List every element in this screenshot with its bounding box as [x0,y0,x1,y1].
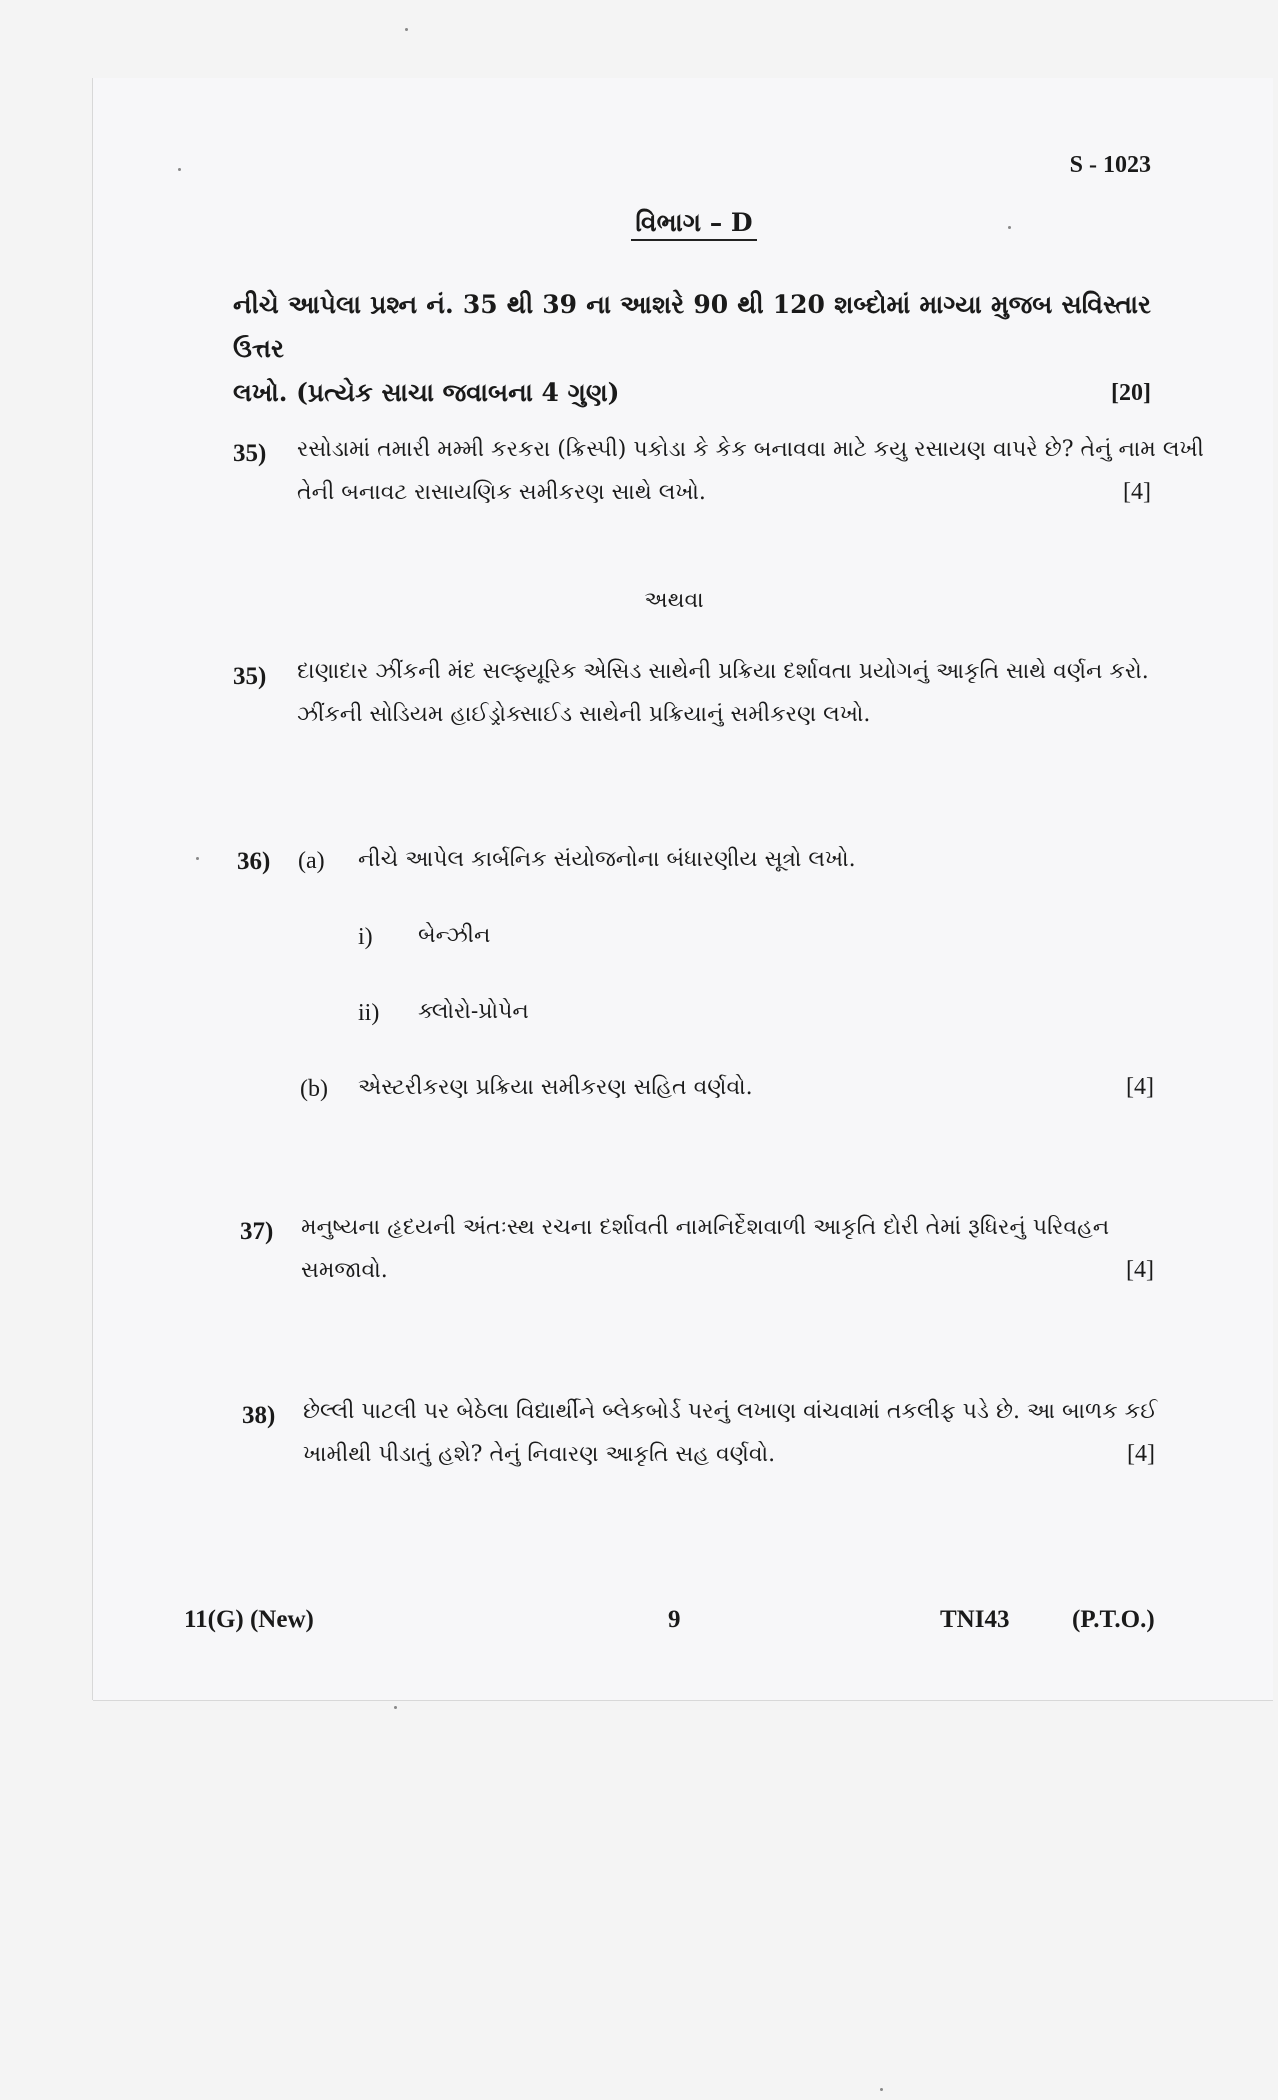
scan-speck [178,168,181,171]
instructions-line-2 [233,371,1151,415]
instructions-marks: [20] [1111,380,1151,406]
question-line-2: ઝીંકની સોડિયમ હાઈડ્રોક્સાઈડ સાથેની પ્રક્રિયાનું સમીકરણ લખો. [297,702,871,727]
question-number: 35) [233,663,267,690]
question-line-2-text: ખામીથી પીડાતું હશે? તેનું નિવારણ આકૃતિ સહ વર્ણવો. [303,1442,776,1467]
question-marks: [4] [1127,1441,1155,1467]
question-marks: [4] [1123,479,1151,505]
question-number: 38) [242,1402,276,1429]
item-label: i) [358,924,373,950]
question-line-2 [297,471,1151,514]
item-text: બેન્ઝીન [418,923,491,948]
scan-speck [405,28,408,31]
question-line-2-text: તેની બનાવટ રાસાયણિક સમીકરણ સાથે લખો. [297,480,706,505]
question-line-1: મનુષ્યના હૃદયની અંતઃસ્થ રચના દર્શાવતી નામનિર્દેશવાળી આકૃતિ દોરી તેમાં રૂધિરનું પરિવહન [301,1215,1110,1240]
instructions-line-1: નીચે આપેલા પ્રશ્ન નં. 35 થી 39 ના આશરે 90 થી 120 શબ્દોમાં માગ્યા મુજબ સવિસ્તાર ઉત્તર [233,290,1151,363]
section-title-text: વિભાગ – D [631,208,756,241]
scan-speck [1008,226,1011,229]
part-label: (b) [300,1076,328,1102]
item-label: ii) [358,1000,380,1026]
scan-speck [880,2088,883,2091]
footer-pto: (P.T.O.) [1072,1606,1155,1633]
question-marks: [4] [1126,1074,1154,1100]
question-number: 36) [237,848,271,875]
or-label: અથવા [644,588,704,613]
question-text [303,1390,1158,1476]
question-line-2 [301,1249,1154,1292]
part-text: નીચે આપેલ કાર્બનિક સંયોજનોના બંધારણીય સૂત્રો લખો. [358,847,856,872]
question-text [297,650,1151,736]
footer-subject: 11(G) (New) [184,1606,314,1633]
question-line-1: છેલ્લી પાટલી પર બેઠેલા વિદ્યાર્થીને બ્લેકબોર્ડ પરનું લખાણ વાંચવામાં તકલીફ પડે છે. આ બાળક કઈ [303,1399,1158,1424]
footer-page-number: 9 [668,1606,681,1633]
instructions [233,283,1151,415]
paper-code: S - 1023 [1069,152,1151,178]
question-line-2 [303,1433,1155,1476]
question-line-1: દાણાદાર ઝીંકની મંદ સલ્ફ્યૂરિક એસિડ સાથેની પ્રક્રિયા દર્શાવતા પ્રયોગનું આકૃતિ સાથે વર્ણન કરો. [297,659,1149,684]
question-text [297,428,1204,514]
question-number: 35) [233,440,267,467]
question-line-2-text: સમજાવો. [301,1258,388,1283]
question-number: 37) [240,1218,274,1245]
scan-speck [394,1706,397,1709]
part-text: એસ્ટરીકરણ પ્રક્રિયા સમીકરણ સહિત વર્ણવો. [358,1075,753,1100]
scan-speck [196,857,199,860]
question-text [301,1206,1154,1292]
question-line-1: રસોડામાં તમારી મમ્મી કરકરા (ક્રિસ્પી) પકોડા કે કેક બનાવવા માટે કયુ રસાયણ વાપરે છે? તેનું નામ લખી [297,437,1204,462]
part-label: (a) [298,848,325,874]
question-marks: [4] [1126,1257,1154,1283]
section-title [0,208,1278,238]
footer-code: TNI43 [940,1606,1010,1633]
instructions-line-2-text: લખો. (પ્રત્યેક સાચા જવાબના 4 ગુણ) [233,378,620,407]
item-text: ક્લોરો-પ્રોપેન [418,999,529,1024]
